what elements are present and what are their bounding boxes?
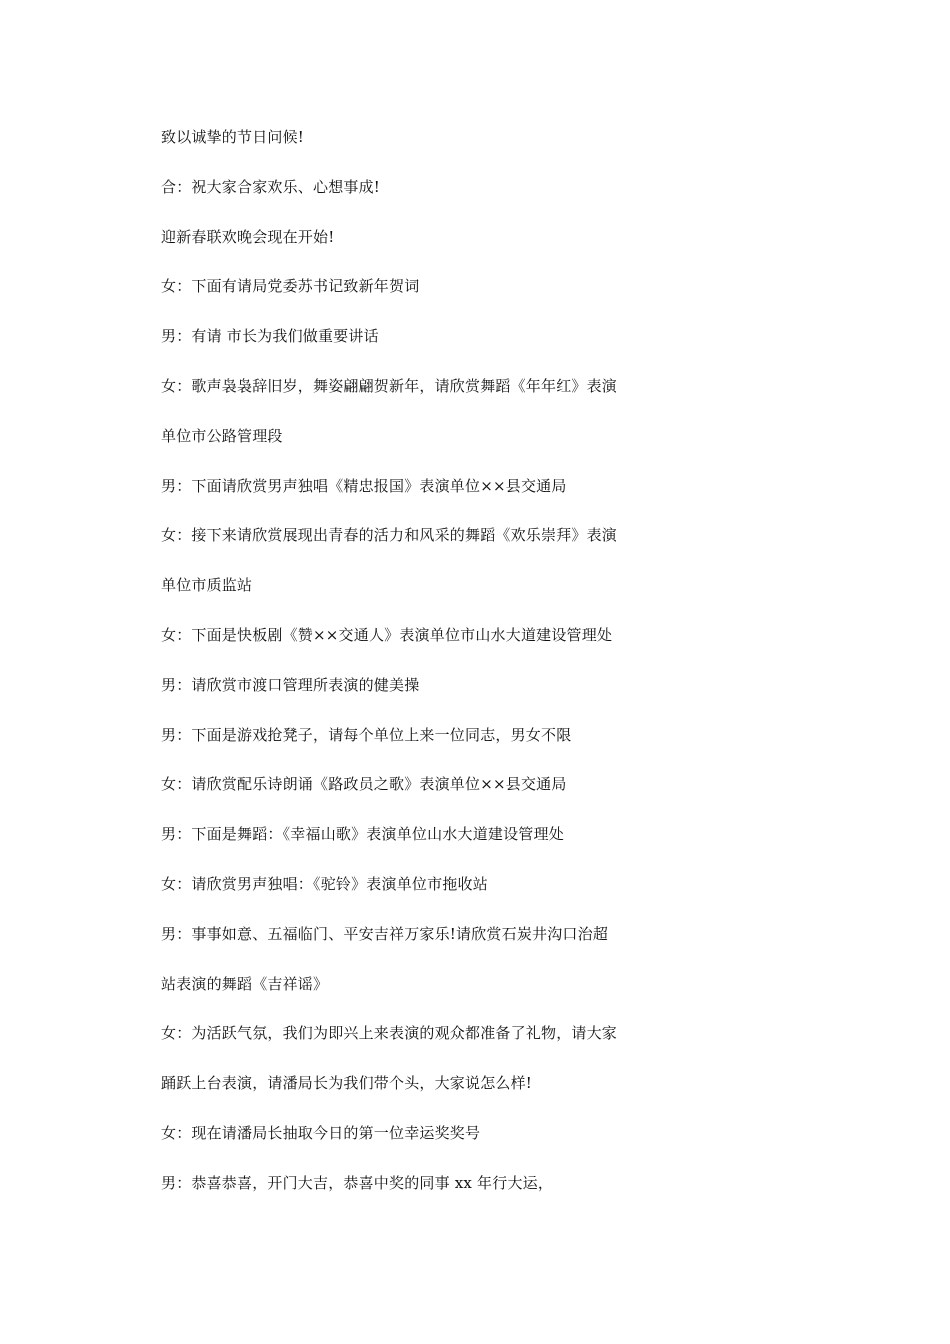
text-line: 单位市质监站 xyxy=(161,576,253,595)
text-line: 踊跃上台表演，请潘局长为我们带个头，大家说怎么样! xyxy=(161,1074,533,1093)
text-line: 女：为活跃气氛，我们为即兴上来表演的观众都准备了礼物，请大家 xyxy=(161,1024,618,1043)
text-line: 男：恭喜恭喜，开门大吉，恭喜中奖的同事 xx 年行大运， xyxy=(161,1173,554,1192)
text-line: 男：事事如意、五福临门、平安吉祥万家乐!请欣赏石炭井沟口治超 xyxy=(161,924,609,943)
text-line: 合：祝大家合家欢乐、心想事成! xyxy=(161,177,381,196)
text-line: 站表演的舞蹈《吉祥谣》 xyxy=(161,974,329,993)
script-text xyxy=(161,126,661,1222)
text-line: 女：下面有请局党委苏书记致新年贺词 xyxy=(161,277,420,296)
text-line: 男：下面是舞蹈：《幸福山歌》表演单位山水大道建设管理处 xyxy=(161,825,564,844)
text-line: 男：有请 市长为我们做重要讲话 xyxy=(161,327,379,346)
text-line: 女：请欣赏男声独唱：《驼铃》表演单位市拖收站 xyxy=(161,874,488,893)
text-line: 迎新春联欢晚会现在开始! xyxy=(161,227,335,246)
text-line: 女：下面是快板剧《赞××交通人》表演单位市山水大道建设管理处 xyxy=(161,625,613,644)
text-line: 女：接下来请欣赏展现出青春的活力和风采的舞蹈《欢乐崇拜》表演 xyxy=(161,526,618,545)
text-line: 单位市公路管理段 xyxy=(161,426,283,445)
text-line: 男：下面是游戏抢凳子，请每个单位上来一位同志，男女不限 xyxy=(161,725,572,744)
text-line: 男：请欣赏市渡口管理所表演的健美操 xyxy=(161,675,420,694)
text-line: 男：下面请欣赏男声独唱《精忠报国》表演单位××县交通局 xyxy=(161,476,567,495)
text-line: 女：歌声袅袅辞旧岁，舞姿翩翩贺新年，请欣赏舞蹈《年年红》表演 xyxy=(161,376,618,395)
text-line: 女：请欣赏配乐诗朗诵《路政员之歌》表演单位××县交通局 xyxy=(161,775,567,794)
text-line: 女：现在请潘局长抽取今日的第一位幸运奖奖号 xyxy=(161,1123,481,1142)
text-line: 致以诚挚的节日问候! xyxy=(161,128,305,146)
